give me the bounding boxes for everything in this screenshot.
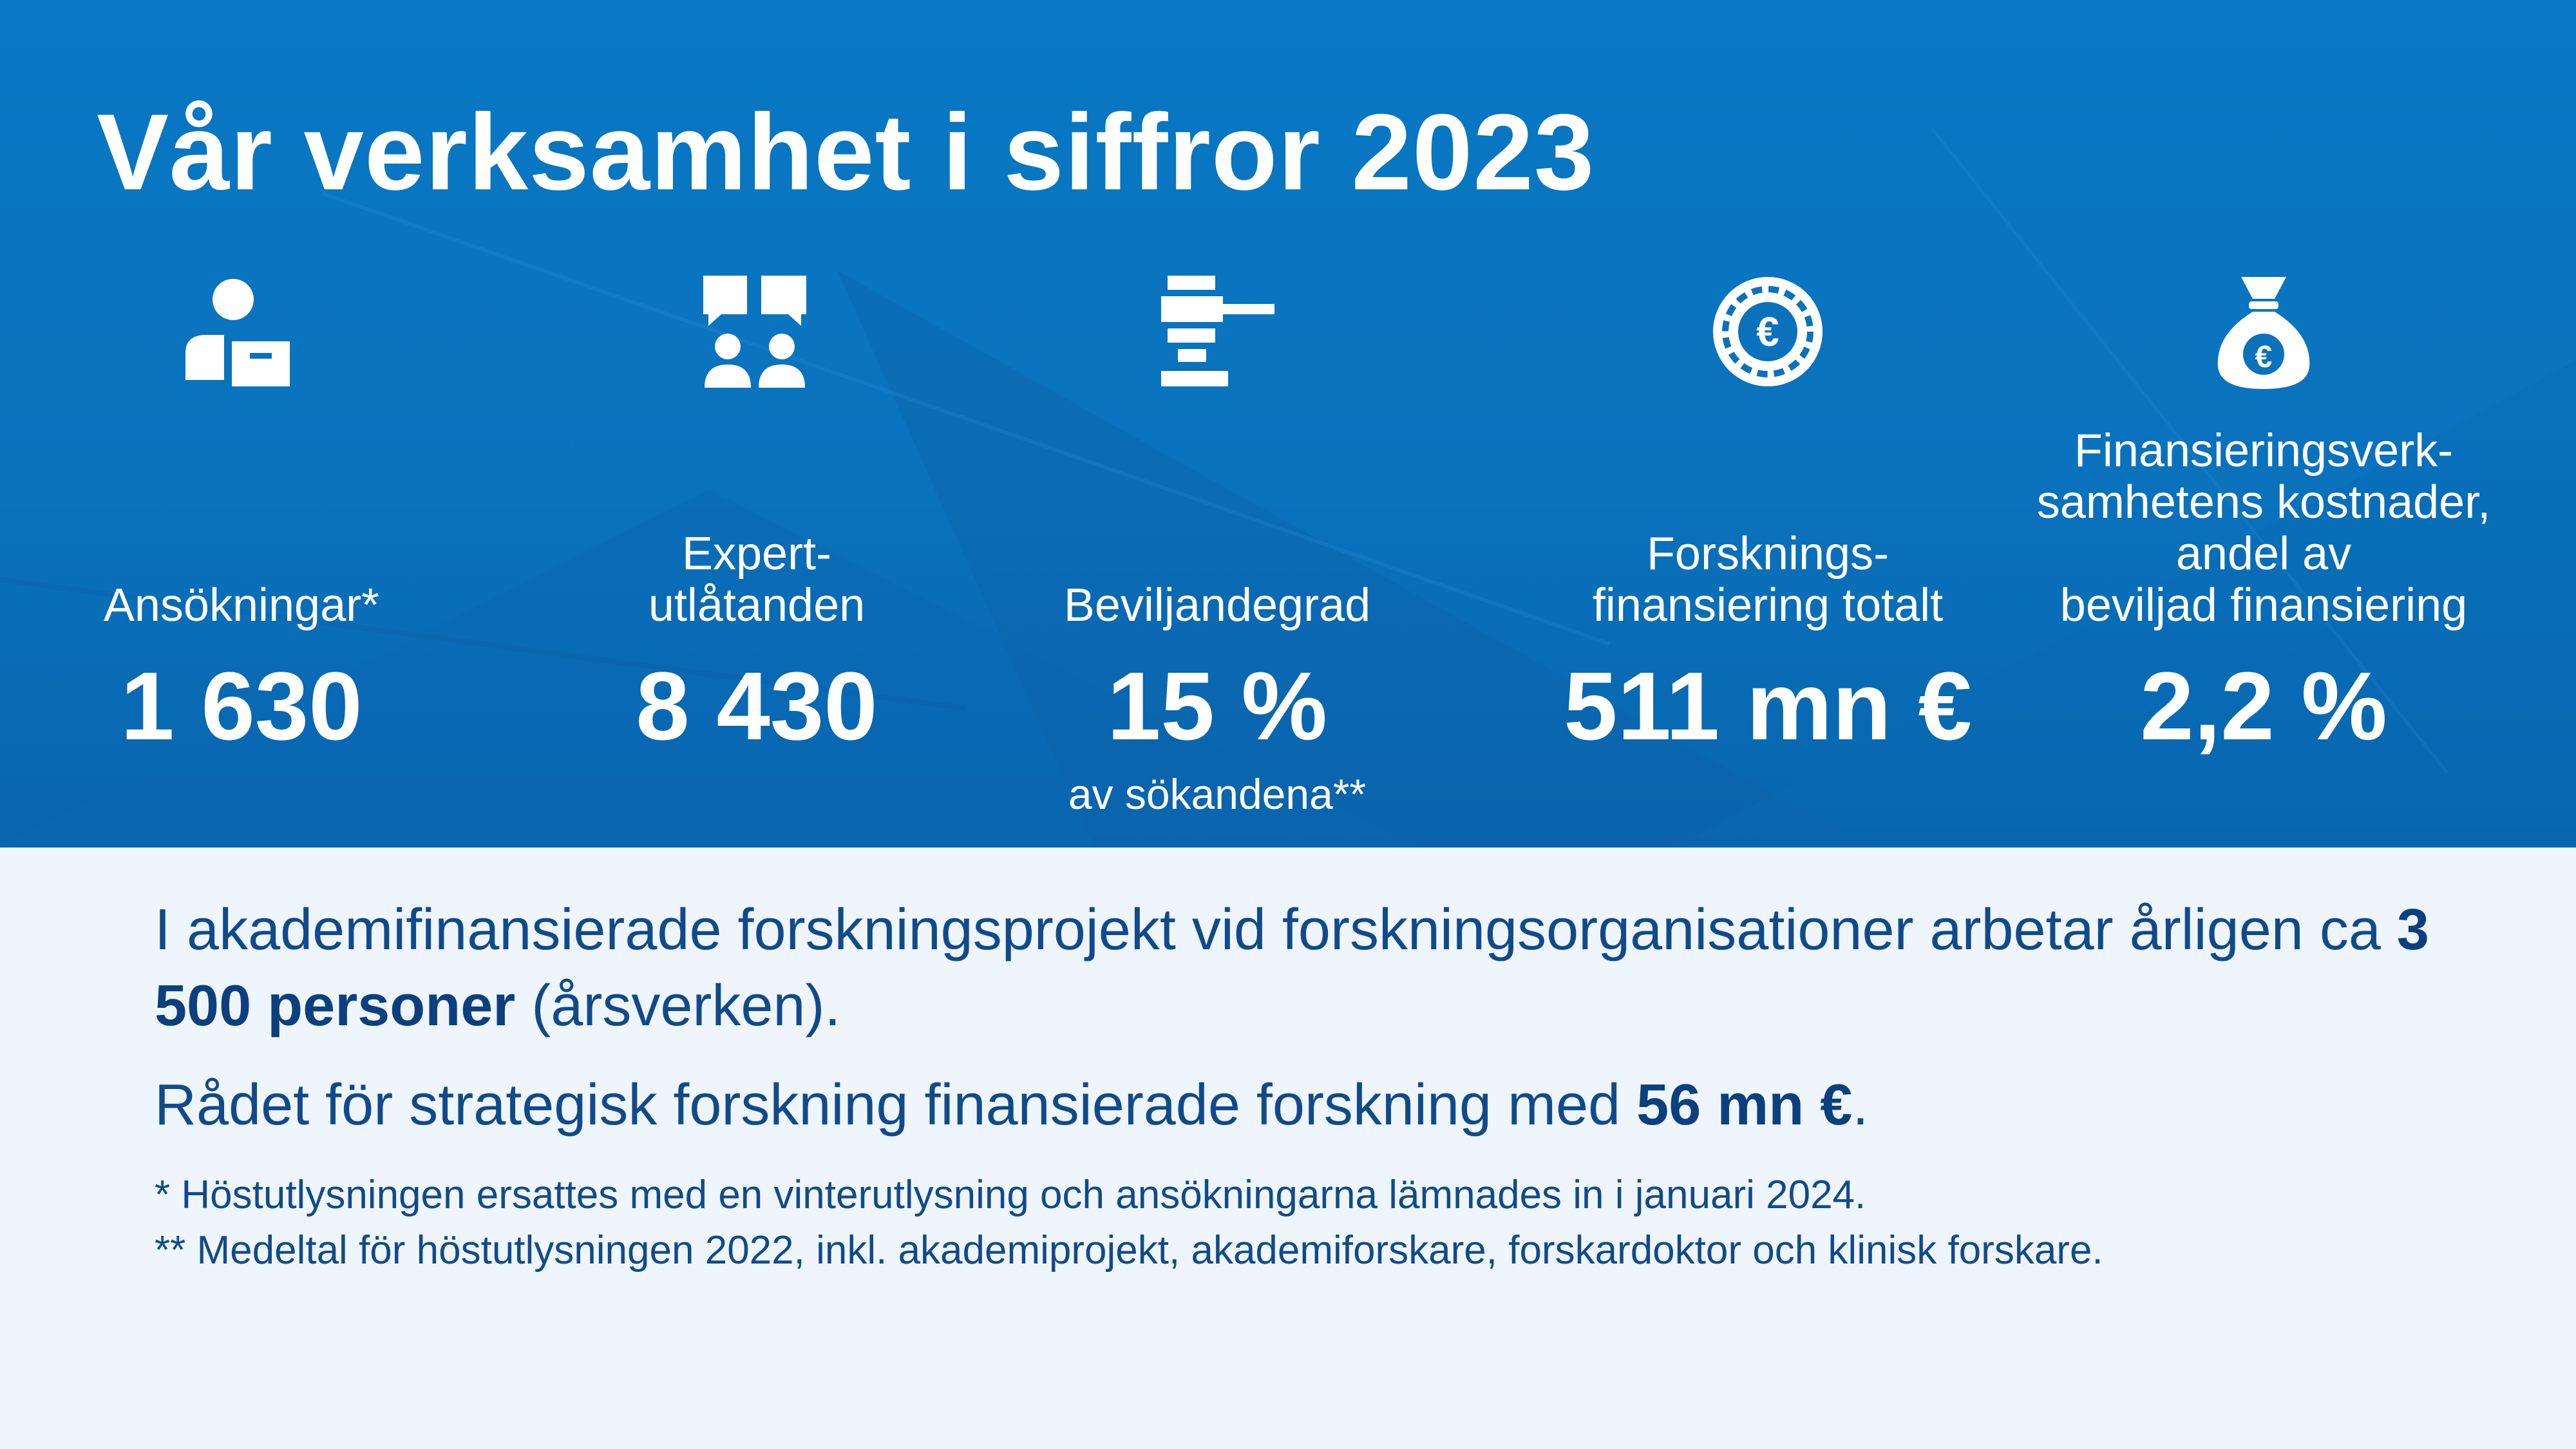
stat-label: Finansieringsverk- samhetens kostnader, andel av beviljad finansiering: [2036, 425, 2491, 631]
stat-grant-rate: [979, 270, 1455, 824]
stat-value: 1 630: [120, 652, 363, 760]
strategic-research-paragraph: [155, 1067, 2447, 1143]
staff-text: I akademifinansierade forskningsprojekt vid forskningsorganisationer arbetar årligen ca: [155, 898, 2397, 962]
page-title: Vår verksamhet i siffror 2023: [97, 91, 1595, 213]
stat-label: Expert- utlåtanden: [648, 528, 866, 631]
strategic-text-end: .: [1852, 1073, 1869, 1137]
info-panel: [155, 892, 2447, 1278]
stat-value: 15 %: [1107, 652, 1327, 760]
staff-count: 3 500 personer: [155, 898, 2429, 1038]
staff-paragraph: [155, 892, 2447, 1044]
stat-label: Forsknings- finansiering totalt: [1592, 528, 1944, 631]
stat-label: Ansökningar*: [103, 580, 380, 631]
footnotes: [155, 1168, 2447, 1278]
euro-coin-icon: [1707, 270, 1829, 393]
svg-text:€: €: [2255, 340, 2273, 374]
strategic-amount: 56 mn €: [1636, 1073, 1853, 1137]
svg-text:€: €: [1756, 308, 1779, 355]
stat-research-funding: [1530, 270, 2006, 824]
gavel-icon: [1156, 270, 1278, 393]
footnote-1: * Höstutlysningen ersattes med en vinterutlysning och ansökningarna lämnades in i januari 2024.: [155, 1173, 1866, 1217]
staff-text-end: (årsverken).: [515, 974, 841, 1038]
footnote-2: ** Medeltal för höstutlysningen 2022, inkl. akademiprojekt, akademiforskare, forskardoktor och klinisk forskare.: [155, 1228, 2103, 1273]
stat-applications: [3, 270, 480, 824]
stat-expert-statements: [518, 270, 995, 824]
stat-value: 511 mn €: [1564, 652, 1972, 760]
stat-value: 2,2 %: [2140, 652, 2387, 760]
euro-money-bag-icon: [2202, 270, 2325, 393]
stat-admin-costs: [2025, 270, 2502, 824]
applicant-form-icon: [180, 270, 303, 393]
stat-sub: av sökandena**: [1068, 770, 1367, 818]
strategic-text: Rådet för strategisk forskning finansierade forskning med: [155, 1073, 1637, 1137]
expert-discussion-icon: [696, 270, 818, 393]
stat-value: 8 430: [636, 652, 878, 760]
stat-label: Beviljandegrad: [1063, 580, 1371, 631]
